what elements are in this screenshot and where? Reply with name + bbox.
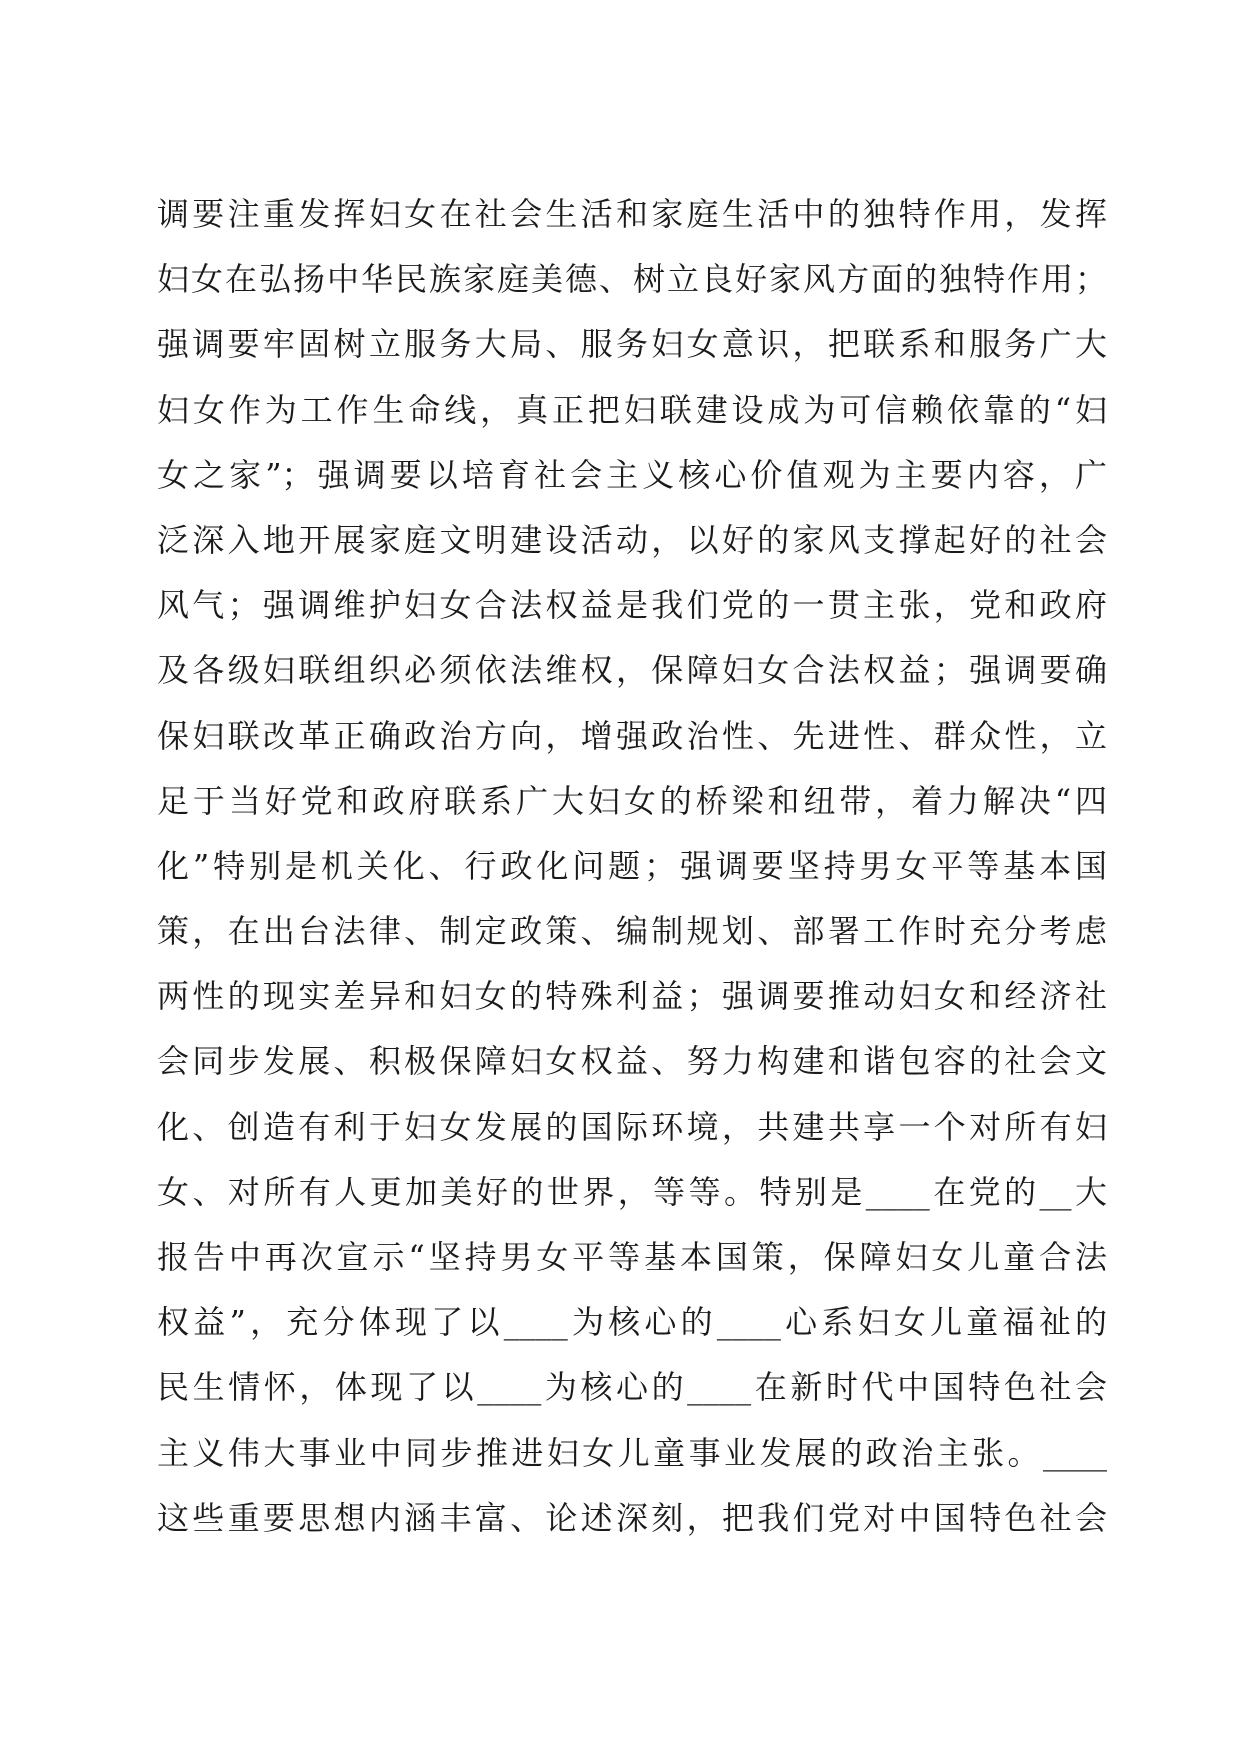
- text-line-17: 报告中再次宣示“坚持男女平等基本国策，保障妇女儿童合法: [157, 1238, 1107, 1276]
- text-line-5: 女之家”；强调要以培育社会主义核心价值观为主要内容，广: [157, 455, 1107, 494]
- text-line-11: 化”特别是机关化、行政化问题；强调要坚持男女平等基本国: [157, 846, 1107, 885]
- text-line-16: 女、对所有人更加美好的世界，等等。特别是____在党的__大: [157, 1172, 1107, 1211]
- text-line-20: 主义伟大事业中同步推进妇女儿童事业发展的政治主张。____: [157, 1433, 1107, 1472]
- text-line-13: 两性的现实差异和妇女的特殊利益；强调要推动妇女和经济社: [157, 977, 1107, 1016]
- body-paragraph: [157, 182, 1107, 1551]
- text-line-9: 保妇联改革正确政治方向，增强政治性、先进性、群众性，立: [157, 716, 1107, 755]
- text-line-15: 化、创造有利于妇女发展的国际环境，共建共享一个对所有妇: [157, 1107, 1107, 1146]
- text-line-3: 强调要牢固树立服务大局、服务妇女意识，把联系和服务广大: [157, 325, 1107, 364]
- text-line-21: 这些重要思想内涵丰富、论述深刻，把我们党对中国特色社会: [157, 1498, 1107, 1537]
- text-line-10: 足于当好党和政府联系广大妇女的桥梁和纽带，着力解决“四: [157, 781, 1107, 820]
- text-line-8: 及各级妇联组织必须依法维权，保障妇女合法权益；强调要确: [157, 651, 1107, 690]
- text-line-1: 调要注重发挥妇女在社会生活和家庭生活中的独特作用，发挥: [157, 195, 1107, 233]
- text-line-19: 民生情怀，体现了以____为核心的____在新时代中国特色社会: [157, 1368, 1107, 1407]
- text-line-7: 风气；强调维护妇女合法权益是我们党的一贯主张，党和政府: [157, 586, 1107, 625]
- text-line-2: 妇女在弘扬中华民族家庭美德、树立良好家风方面的独特作用；: [157, 260, 1107, 299]
- text-line-6: 泛深入地开展家庭文明建设活动，以好的家风支撑起好的社会: [157, 520, 1107, 559]
- text-line-12: 策，在出台法律、制定政策、编制规划、部署工作时充分考虑: [157, 912, 1107, 951]
- text-line-14: 会同步发展、积极保障妇女权益、努力构建和谐包容的社会文: [157, 1042, 1107, 1081]
- text-line-4: 妇女作为工作生命线，真正把妇联建设成为可信赖依靠的“妇: [157, 390, 1107, 429]
- text-line-18: 权益”，充分体现了以____为核心的____心系妇女儿童福祉的: [157, 1303, 1107, 1342]
